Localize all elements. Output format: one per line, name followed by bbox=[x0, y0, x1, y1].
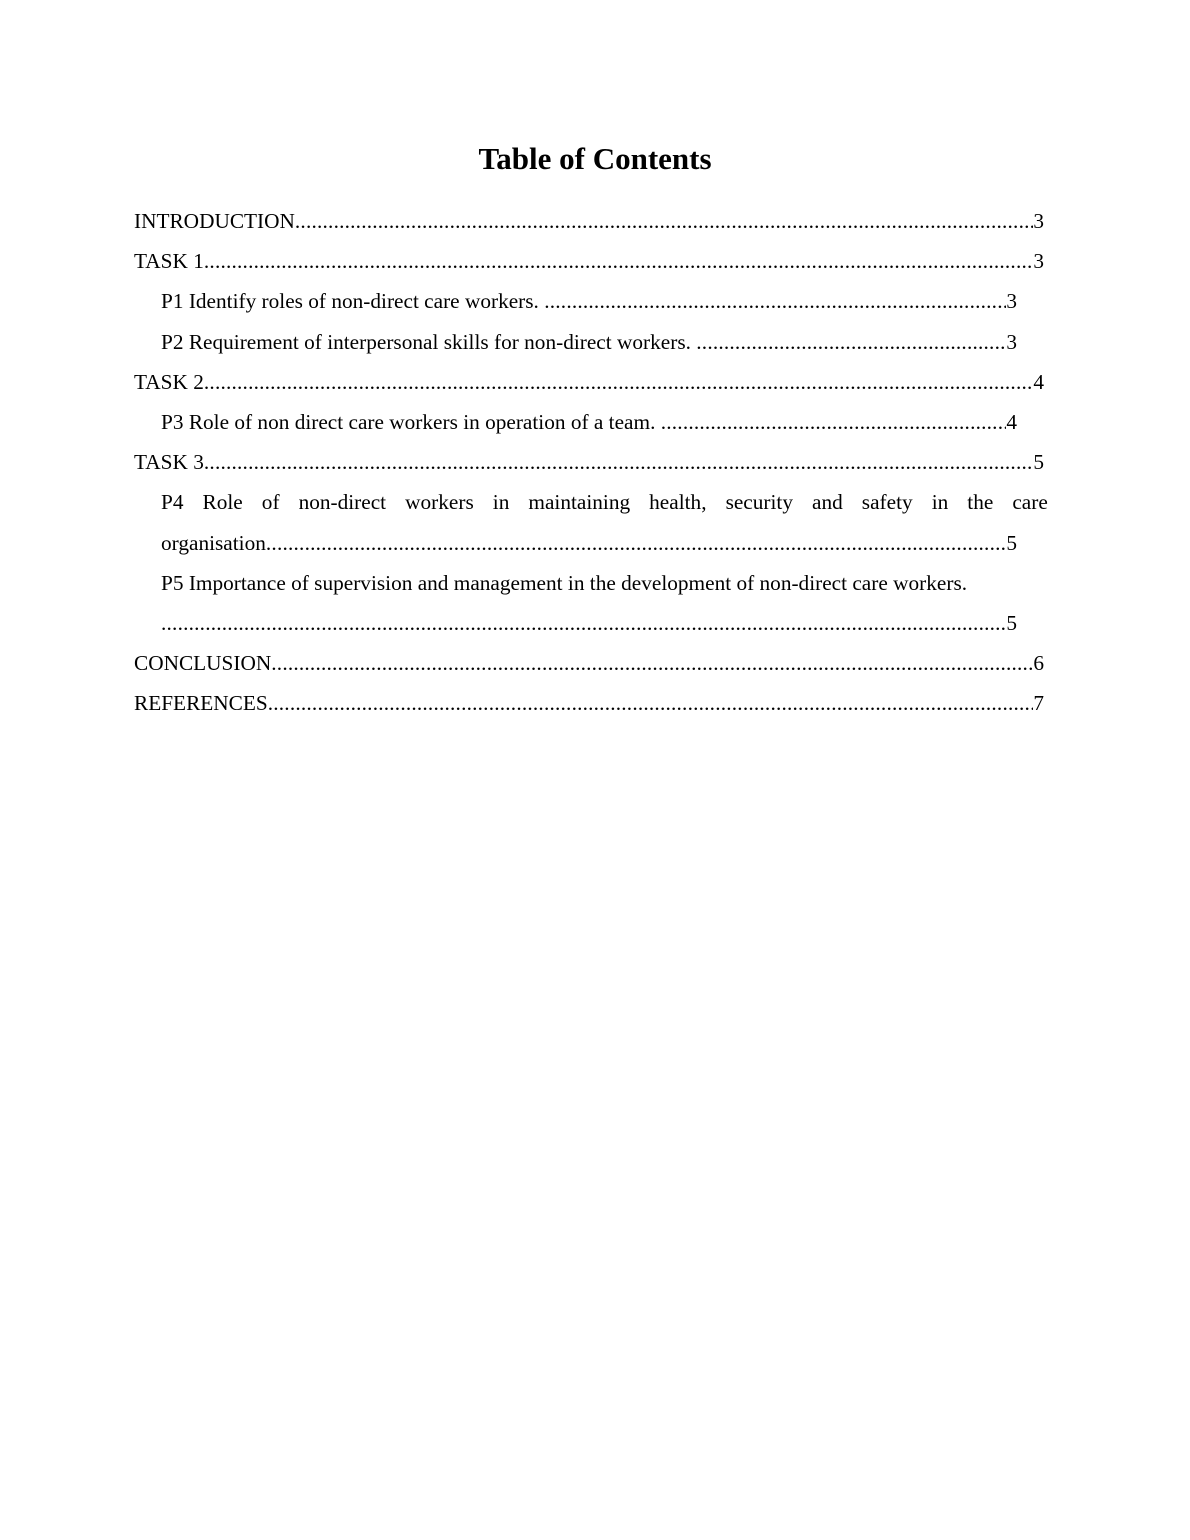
toc-entry-references[interactable] bbox=[134, 683, 1044, 723]
toc-page-number: 3 bbox=[1033, 249, 1044, 274]
toc-entry-label: CONCLUSION bbox=[134, 651, 272, 676]
dot-leader bbox=[204, 241, 1033, 281]
toc-entry-p1[interactable] bbox=[161, 281, 1017, 321]
dot-leader bbox=[266, 523, 1006, 563]
toc-entry-label-line1: P4 Role of non-direct workers in maintaining health, security and safety in the care bbox=[161, 490, 1048, 515]
toc-page-number: 4 bbox=[1033, 369, 1044, 394]
dot-leader bbox=[204, 442, 1033, 482]
toc-entry-label: INTRODUCTION bbox=[134, 209, 295, 233]
toc-entry-introduction[interactable] bbox=[134, 201, 1044, 241]
toc-page-number: 7 bbox=[1033, 691, 1044, 716]
toc-entry-label: TASK 2 bbox=[134, 369, 204, 394]
toc-entry-label-line1: P5 Importance of supervision and management in the development of non-direct care workers. bbox=[161, 570, 968, 595]
toc-entry-label: P2 Requirement of interpersonal skills for non-direct workers. bbox=[161, 329, 697, 354]
toc-entry-label-line2 bbox=[161, 603, 1017, 643]
toc-entry-task-3[interactable] bbox=[134, 442, 1044, 482]
toc-page-number: 3 bbox=[1006, 289, 1017, 314]
toc-entry-p5[interactable] bbox=[161, 563, 1017, 643]
toc-page-number: 3 bbox=[1033, 209, 1044, 233]
toc-page-number: 5 bbox=[1033, 450, 1044, 475]
toc-page-number: 5 bbox=[1006, 610, 1017, 635]
toc-entry-label: REFERENCES bbox=[134, 691, 268, 716]
toc-entry-label: P3 Role of non direct care workers in operation of a team. bbox=[161, 409, 661, 434]
toc-page-number: 6 bbox=[1033, 651, 1044, 676]
toc-entry-conclusion[interactable] bbox=[134, 643, 1044, 683]
toc-page-number: 3 bbox=[1006, 329, 1017, 354]
dot-leader bbox=[661, 402, 1007, 442]
toc-entry-task-2[interactable] bbox=[134, 362, 1044, 402]
toc-entry-label: organisation bbox=[161, 530, 266, 555]
dot-leader bbox=[161, 603, 1006, 643]
dot-leader bbox=[544, 281, 1006, 321]
toc-entry-p3[interactable] bbox=[161, 402, 1017, 442]
toc-entry-label: TASK 3 bbox=[134, 450, 204, 475]
toc-page-number: 4 bbox=[1006, 409, 1017, 434]
toc-entry-task-1[interactable] bbox=[134, 241, 1044, 281]
toc-entry-p4[interactable] bbox=[161, 482, 1048, 562]
toc-entry-label: P1 Identify roles of non-direct care workers. bbox=[161, 289, 545, 314]
table-of-contents bbox=[134, 201, 1054, 723]
toc-page-number: 5 bbox=[1006, 530, 1017, 555]
dot-leader bbox=[696, 322, 1006, 362]
dot-leader bbox=[204, 362, 1033, 402]
toc-entry-p2[interactable] bbox=[161, 322, 1017, 362]
dot-leader bbox=[268, 683, 1034, 723]
dot-leader bbox=[271, 643, 1033, 683]
page-title: Table of Contents bbox=[478, 141, 712, 176]
toc-entry-label: TASK 1 bbox=[134, 249, 204, 274]
toc-entry-label-line2 bbox=[161, 523, 1017, 563]
dot-leader bbox=[295, 201, 1033, 241]
